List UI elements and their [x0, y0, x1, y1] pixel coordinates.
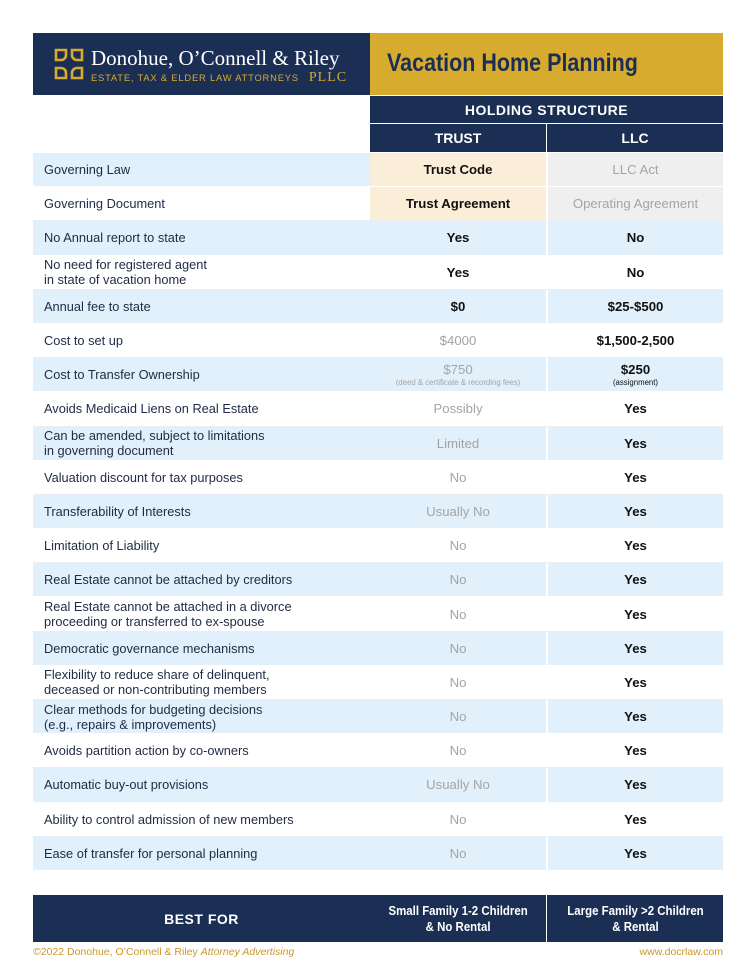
trust-value: $750 [443, 362, 473, 378]
firm-suffix: PLLC [308, 70, 348, 85]
trust-cell [370, 256, 546, 289]
table-row [33, 256, 723, 290]
row-label: Transferability of Interests [33, 495, 370, 528]
table-row [33, 666, 723, 700]
trust-cell [370, 529, 546, 562]
row-label: Democratic governance mechanisms [33, 632, 370, 665]
trust-value: $4000 [439, 333, 477, 349]
row-label: Can be amended, subject to limitations in governing document [33, 427, 370, 460]
llc-value: Yes [624, 469, 647, 485]
trust-cell [370, 221, 546, 254]
llc-value: Yes [624, 606, 647, 622]
trust-cell [370, 700, 546, 733]
table-row [33, 461, 723, 495]
page-title: Vacation Home Planning [387, 49, 638, 77]
row-label: Annual fee to state [33, 290, 370, 323]
llc-cell [547, 837, 723, 870]
row-label: Real Estate cannot be attached by creditors [33, 563, 370, 596]
trust-note: (deed & certificate & recording fees) [395, 378, 521, 388]
trust-cell [370, 461, 546, 494]
row-label: Limitation of Liability [33, 529, 370, 562]
holding-structure-header: HOLDING STRUCTURE [370, 96, 723, 123]
row-label: Avoids partition action by co-owners [33, 734, 370, 767]
row-label: Cost to Transfer Ownership [33, 358, 370, 391]
trust-value: No [449, 640, 467, 656]
row-label: Clear methods for budgeting decisions (e.g., repairs & improvements) [33, 700, 370, 733]
best-for-trust [370, 895, 546, 942]
firm-name: Donohue, O’Connell & Riley [91, 46, 340, 70]
trust-value: Usually No [426, 777, 490, 793]
llc-cell [547, 256, 723, 289]
trust-value: No [449, 674, 467, 690]
best-for-label: BEST FOR [33, 895, 370, 942]
trust-cell [370, 427, 546, 460]
trust-cell [370, 563, 546, 596]
row-label: Automatic buy-out provisions [33, 768, 370, 801]
trust-value: Yes [446, 264, 470, 280]
llc-cell [547, 427, 723, 460]
trust-value: Yes [446, 230, 470, 246]
trust-value: No [449, 845, 467, 861]
llc-cell [547, 563, 723, 596]
trust-value: Usually No [426, 503, 490, 519]
row-label: Avoids Medicaid Liens on Real Estate [33, 392, 370, 425]
best-for-llc-text: Large Family >2 Children & Rental [566, 902, 704, 934]
llc-cell [547, 392, 723, 425]
llc-cell [547, 461, 723, 494]
llc-value: Yes [624, 674, 647, 690]
llc-cell [547, 324, 723, 357]
llc-cell [547, 290, 723, 323]
row-label: Governing Law [33, 153, 370, 186]
table-row [33, 324, 723, 358]
table-row [33, 153, 723, 187]
trust-cell [370, 290, 546, 323]
trust-cell [370, 358, 546, 391]
llc-value: Yes [624, 845, 647, 861]
trust-value: Possibly [433, 401, 483, 417]
row-label: Ability to control admission of new members [33, 803, 370, 836]
title-banner [370, 33, 723, 95]
best-for-trust-text: Small Family 1-2 Children & No Rental [388, 902, 528, 934]
trust-value: No [449, 811, 467, 827]
table-row [33, 290, 723, 324]
trust-value: No [449, 606, 467, 622]
llc-value: LLC Act [612, 162, 659, 178]
trust-cell [370, 187, 546, 220]
llc-cell [547, 803, 723, 836]
llc-cell [547, 632, 723, 665]
column-header-trust: TRUST [370, 124, 546, 152]
footer-website: www.docrlaw.com [639, 946, 723, 958]
llc-cell [547, 734, 723, 767]
trust-value: No [449, 572, 467, 588]
row-label: Flexibility to reduce share of delinquent, deceased or non-contributing members [33, 666, 370, 699]
trust-cell [370, 597, 546, 630]
llc-cell [547, 597, 723, 630]
trust-cell [370, 324, 546, 357]
llc-note: (assignment) [612, 378, 659, 388]
firm-tagline: ESTATE, TAX & ELDER LAW ATTORNEYS [91, 72, 299, 83]
trust-cell [370, 837, 546, 870]
llc-cell [547, 153, 723, 186]
llc-value: No [626, 264, 645, 280]
trust-cell [370, 632, 546, 665]
llc-value: Operating Agreement [572, 196, 699, 212]
llc-value: Yes [624, 811, 647, 827]
llc-cell [547, 700, 723, 733]
trust-value: Limited [436, 435, 480, 451]
trust-cell [370, 495, 546, 528]
footer-copyright-line [33, 946, 294, 958]
llc-value: Yes [624, 709, 647, 725]
table-row [33, 529, 723, 563]
row-label: Governing Document [33, 187, 370, 220]
trust-value: Trust Code [423, 162, 493, 178]
trust-value: $0 [450, 298, 466, 314]
row-label: Valuation discount for tax purposes [33, 461, 370, 494]
trust-value: No [449, 709, 467, 725]
llc-value: Yes [624, 777, 647, 793]
firm-header [33, 33, 370, 95]
table-row [33, 803, 723, 837]
table-row [33, 358, 723, 392]
table-row [33, 632, 723, 666]
trust-value: No [449, 538, 467, 554]
trust-value: No [449, 743, 467, 759]
llc-value: Yes [624, 538, 647, 554]
llc-value: Yes [624, 572, 647, 588]
table-row [33, 221, 723, 255]
footer-advertising: Attorney Advertising [200, 946, 295, 958]
row-label: No need for registered agent in state of vacation home [33, 256, 370, 289]
table-row [33, 563, 723, 597]
trust-value: No [449, 469, 467, 485]
llc-value: Yes [624, 503, 647, 519]
trust-cell [370, 666, 546, 699]
llc-value: Yes [624, 743, 647, 759]
table-row [33, 837, 723, 871]
row-label: No Annual report to state [33, 221, 370, 254]
llc-cell [547, 768, 723, 801]
llc-value: No [626, 230, 645, 246]
row-label: Ease of transfer for personal planning [33, 837, 370, 870]
row-label: Cost to set up [33, 324, 370, 357]
footer-copyright: ©2022 Donohue, O’Connell & Riley [33, 946, 198, 958]
llc-cell [547, 187, 723, 220]
table-row [33, 734, 723, 768]
llc-cell [547, 221, 723, 254]
llc-cell [547, 666, 723, 699]
llc-value: $250 [620, 362, 651, 378]
table-row [33, 700, 723, 734]
best-for-llc [547, 895, 723, 942]
llc-value: $1,500-2,500 [596, 333, 675, 349]
llc-value: $25-$500 [607, 298, 664, 314]
trust-cell [370, 153, 546, 186]
firm-tagline-line [91, 72, 347, 84]
llc-cell [547, 529, 723, 562]
table-row [33, 597, 723, 631]
table-row [33, 187, 723, 221]
llc-cell [547, 358, 723, 391]
comparison-table [33, 153, 723, 871]
table-row [33, 768, 723, 802]
llc-cell [547, 495, 723, 528]
table-row [33, 495, 723, 529]
column-header-llc: LLC [547, 124, 723, 152]
row-label: Real Estate cannot be attached in a divorce proceeding or transferred to ex-spouse [33, 597, 370, 630]
trust-cell [370, 803, 546, 836]
firm-logo-icon [53, 47, 85, 81]
table-row [33, 392, 723, 426]
llc-value: Yes [624, 640, 647, 656]
llc-value: Yes [624, 435, 647, 451]
trust-cell [370, 734, 546, 767]
trust-value: Trust Agreement [405, 196, 511, 212]
table-row [33, 427, 723, 461]
llc-value: Yes [624, 401, 647, 417]
trust-cell [370, 392, 546, 425]
trust-cell [370, 768, 546, 801]
